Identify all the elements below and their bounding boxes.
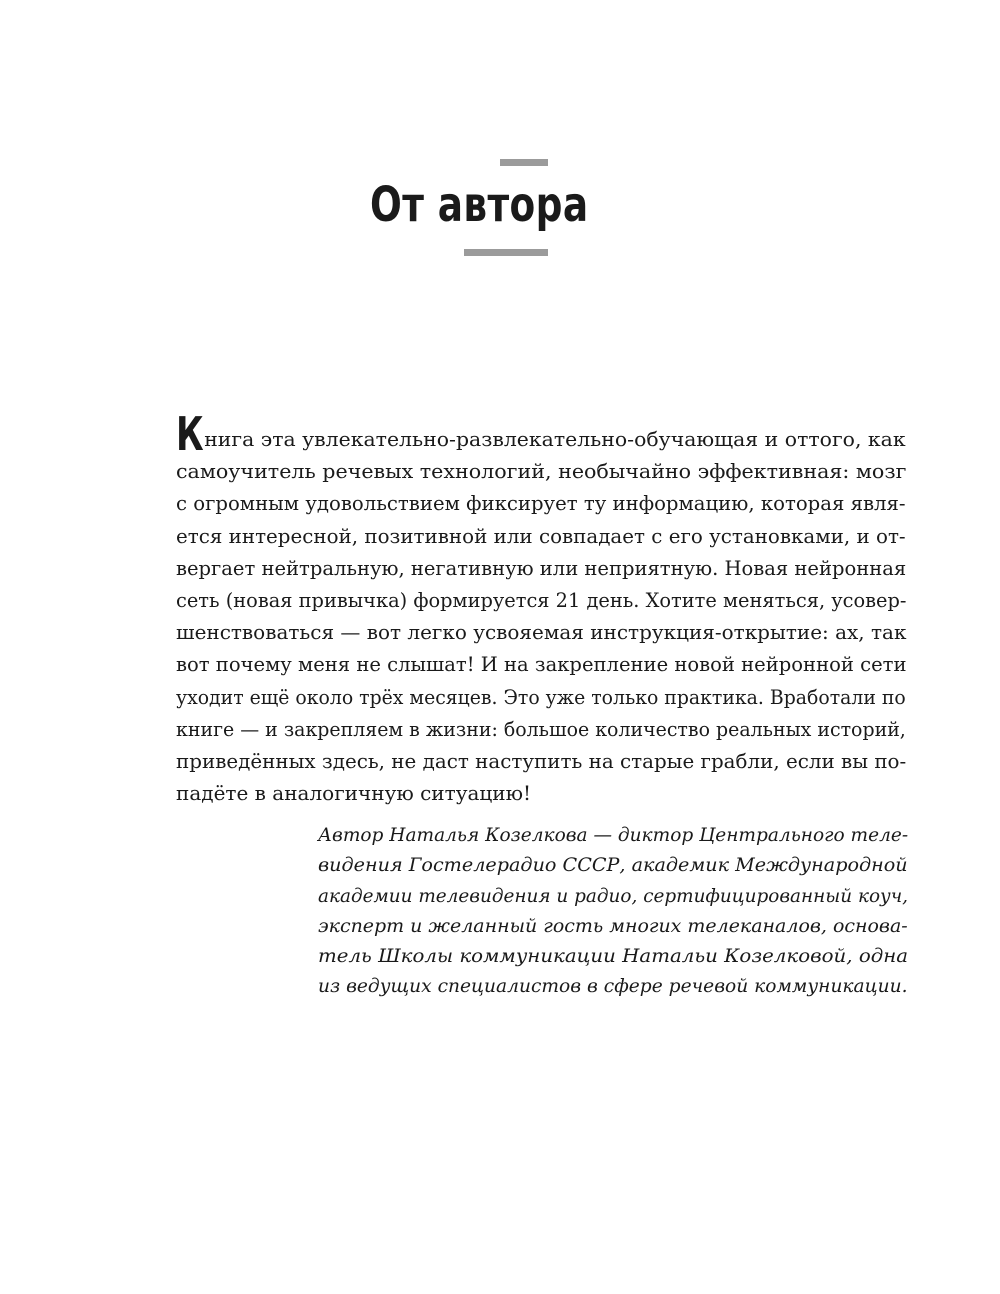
paragraph-line-text: нига эта увлекательно-развлекательно-обучающая и оттого, как — [204, 427, 906, 451]
paragraph-line: падёте в аналогичную ситуацию! — [176, 781, 532, 806]
paragraph-line: шенствоваться — вот легко усвояемая инструкция-открытие: ах, так — [176, 620, 907, 645]
attribution-line: Автор Наталья Козелкова — диктор Центрального теле- — [318, 824, 909, 846]
heading-rule-top — [500, 159, 548, 166]
attribution-line: видения Гостелерадио СССР, академик Международной — [318, 854, 908, 877]
paragraph-line: книге — и закрепляем в жизни: большое количество реальных историй, — [176, 716, 906, 741]
paragraph-line: вот почему меня не слышат! И на закрепление новой нейронной сети — [176, 652, 907, 677]
paragraph-line: вергает нейтральную, негативную или неприятную. Новая нейронная — [176, 555, 907, 580]
paragraph-line: уходит ещё около трёх месяцев. Это уже только практика. Вработали по — [176, 684, 906, 709]
drop-cap: К — [176, 407, 204, 461]
heading-rule-bottom — [464, 249, 548, 256]
attribution-line: эксперт и желанный гость многих телеканалов, основа- — [318, 914, 908, 937]
paragraph-line: сеть (новая привычка) формируется 21 день. Хотите меняться, усовер- — [176, 588, 907, 613]
body-paragraph — [176, 407, 907, 809]
paragraph-line: ется интересной, позитивной или совпадает с его установками, и от- — [176, 523, 906, 548]
author-attribution — [318, 820, 908, 1002]
paragraph-line: самоучитель речевых технологий, необычайно эффективная: мозг — [176, 459, 907, 484]
attribution-line: тель Школы коммуникации Натальи Козелковой, одна — [318, 945, 909, 968]
attribution-line: академии телевидения и радио, сертифицированный коуч, — [318, 884, 909, 907]
chapter-heading — [0, 150, 1000, 270]
paragraph-line: приведённых здесь, не даст наступить на старые грабли, если вы по- — [176, 749, 907, 774]
paragraph-line — [176, 407, 921, 461]
paragraph-line: с огромным удовольствием фиксирует ту информацию, которая явля- — [176, 491, 906, 516]
page-title: От автора — [370, 177, 589, 233]
attribution-line: из ведущих специалистов в сфере речевой коммуникации. — [318, 975, 908, 998]
